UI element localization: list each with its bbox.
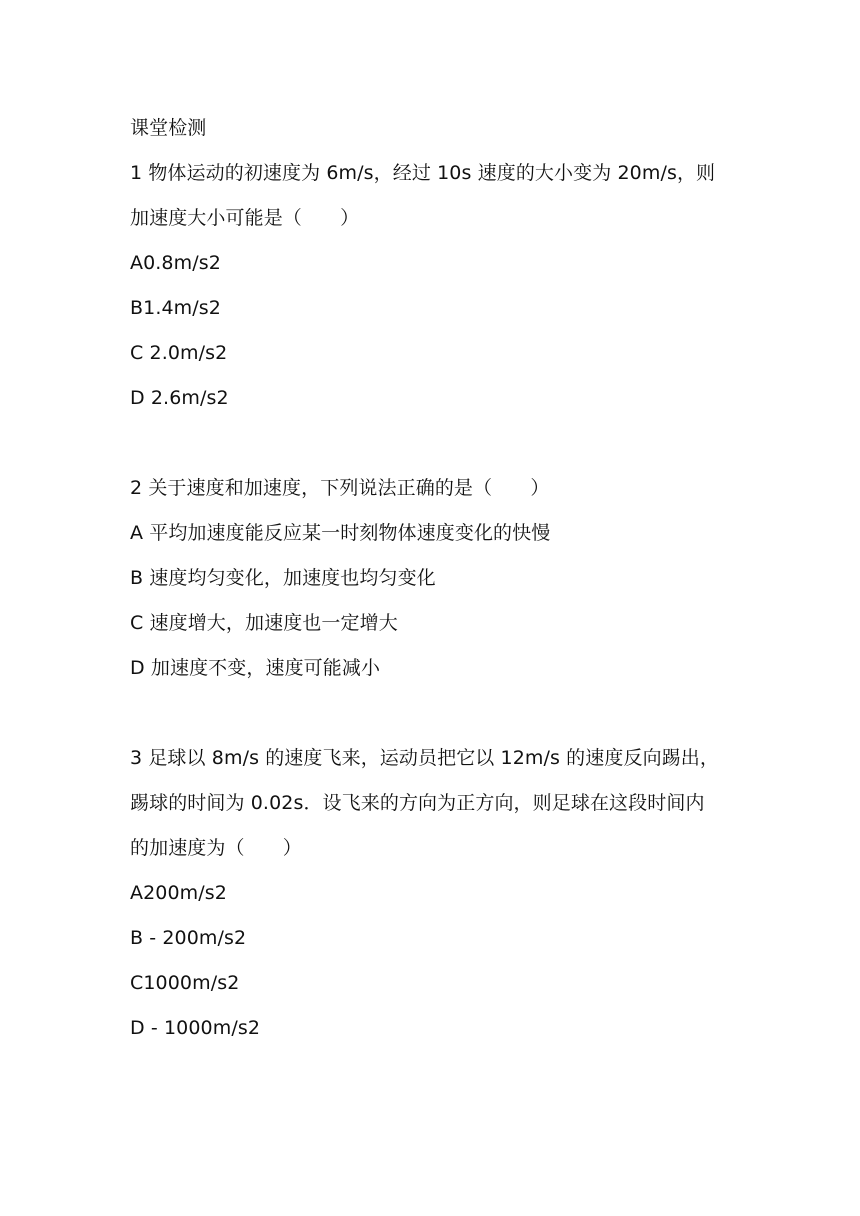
question-1-stem-line-2: 加速度大小可能是（ ） (130, 207, 360, 229)
question-3-stem-line-2: 踢球的时间为 0.02s．设飞来的方向为正方向，则足球在这段时间内 (130, 792, 705, 814)
question-2-option-a: A 平均加速度能反应某一时刻物体速度变化的快慢 (130, 522, 551, 544)
document-content (130, 112, 750, 1057)
question-1 (130, 157, 750, 427)
question-1-option-a: A0.8m/s2 (130, 252, 221, 274)
question-3-option-a: A200m/s2 (130, 882, 227, 904)
question-1-option-c: C 2.0m/s2 (130, 342, 228, 364)
blank-line (130, 427, 750, 472)
question-2-stem-line-1: 2 关于速度和加速度，下列说法正确的是（ ） (130, 477, 550, 499)
question-2-option-c: C 速度增大，加速度也一定增大 (130, 612, 398, 634)
question-3-stem-line-3: 的加速度为（ ） (130, 837, 302, 859)
blank-line (130, 697, 750, 742)
question-2 (130, 472, 750, 697)
question-3-option-d: D - 1000m/s2 (130, 1017, 261, 1039)
question-1-option-b: B1.4m/s2 (130, 297, 221, 319)
question-3-stem-line-1: 3 足球以 8m/s 的速度飞来，运动员把它以 12m/s 的速度反向踢出， (130, 747, 719, 769)
question-1-stem-line-1: 1 物体运动的初速度为 6m/s，经过 10s 速度的大小变为 20m/s，则 (130, 162, 716, 184)
section-title: 课堂检测 (130, 117, 207, 139)
question-3 (130, 742, 750, 1057)
question-3-option-c: C1000m/s2 (130, 972, 240, 994)
question-1-option-d: D 2.6m/s2 (130, 387, 229, 409)
question-3-option-b: B - 200m/s2 (130, 927, 247, 949)
question-2-option-b: B 速度均匀变化，加速度也均匀变化 (130, 567, 436, 589)
question-2-option-d: D 加速度不变，速度可能减小 (130, 657, 381, 679)
